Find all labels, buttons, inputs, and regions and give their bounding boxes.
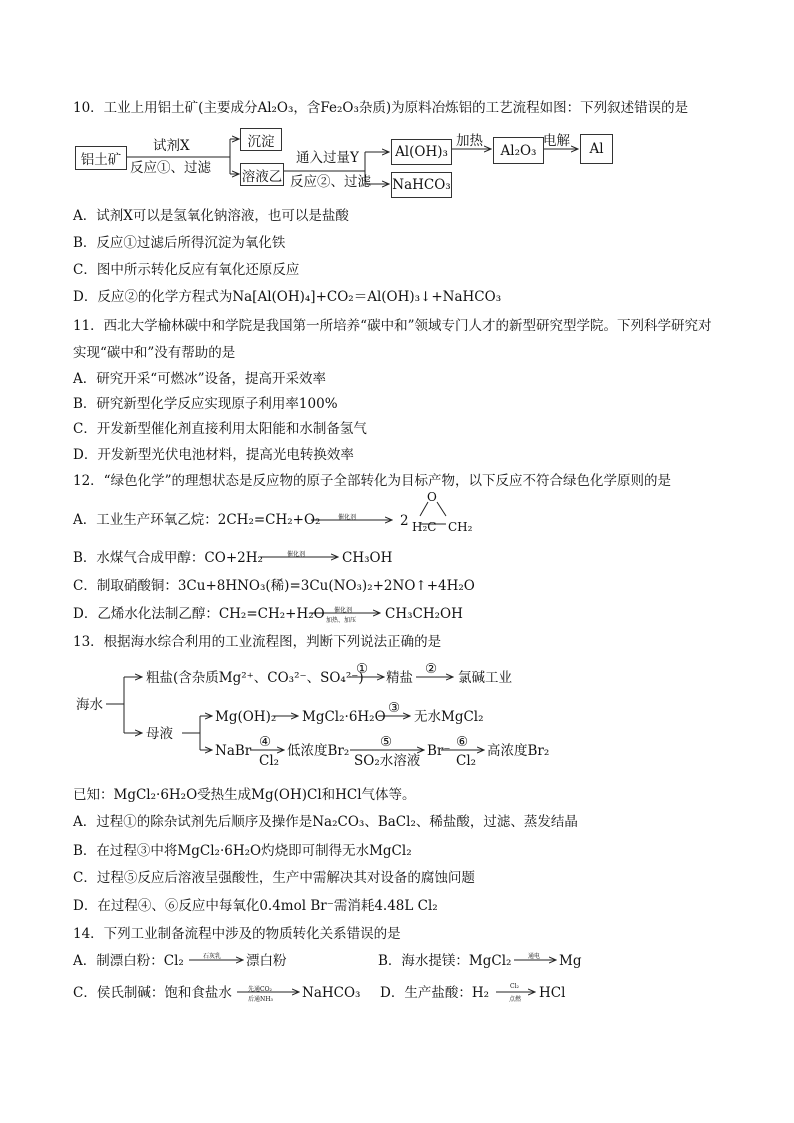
high-br2-label: 高浓度Br₂ <box>487 743 550 759</box>
refined-salt-label: 精盐 <box>386 670 413 686</box>
q13-option-b: B．在过程③中将MgCl₂·6H₂O灼烧即可制得无水MgCl₂ <box>73 843 412 859</box>
anhydrous-mgcl2-label: 无水MgCl₂ <box>414 709 484 725</box>
q10-option-d: D．反应②的化学方程式为Na[Al(OH)₄]+CO₂＝Al(OH)₃↓+NaHCO₃ <box>73 289 502 305</box>
br-ion-label: Br⁻ <box>427 743 451 759</box>
q14-b-left: B．海水提镁：MgCl₂ <box>378 953 512 969</box>
q14-d-cond-bottom: 点燃 <box>509 996 522 1003</box>
chlor-alkali-label: 氯碱工业 <box>458 670 512 686</box>
solution-b-box: 溶液乙 <box>240 163 284 186</box>
q12-option-c: C．制取硝酸铜：3Cu+8HNO₃(稀)=3Cu(NO₃)₂+2NO↑+4H₂O <box>73 578 475 594</box>
q12-b-product: CH₃OH <box>342 550 393 566</box>
q11-option-b: B．研究新型化学反应实现原子利用率100% <box>73 396 338 412</box>
q14-c-right: NaHCO₃ <box>302 985 361 1001</box>
electrolysis-label: 电解 <box>543 133 570 149</box>
crude-salt-label: 粗盐(含杂质Mg²⁺、CO₃²⁻、SO₄²⁻) <box>146 670 364 686</box>
bauxite-box: 铝土矿 <box>75 146 127 170</box>
seawater-label: 海水 <box>76 697 103 713</box>
step-5-marker: ⑤ <box>380 734 393 750</box>
mother-liquor-label: 母液 <box>146 726 173 742</box>
q14-b-condition: 通电 <box>528 953 541 960</box>
nabr-label: NaBr <box>215 743 252 759</box>
q11-option-c: C．开发新型催化剂直接利用太阳能和水制备氢气 <box>73 421 367 437</box>
q12-d-conditions: 加热、加压 <box>326 617 357 624</box>
q11-stem-line2: 实现“碳中和”没有帮助的是 <box>73 345 236 361</box>
step2-label: 反应②、过滤 <box>290 174 371 190</box>
q12-b-catalyst: 催化剂 <box>287 551 306 558</box>
mgoh2-label: Mg(OH)₂ <box>215 709 277 725</box>
q11-stem-line1: 11．西北大学榆林碳中和学院是我国第一所培养“碳中和”领域专门人才的新型研究型学院。下列科学研究对 <box>73 318 712 334</box>
q12-a-h2c: H₂C <box>412 520 437 534</box>
al2o3-box: Al₂O₃ <box>493 137 544 164</box>
q14-d-left: D．生产盐酸：H₂ <box>380 985 490 1001</box>
step-3-marker: ③ <box>388 700 401 716</box>
q10-option-b: B．反应①过滤后所得沉淀为氧化铁 <box>73 235 286 251</box>
q11-option-a: A．研究开采“可燃冰”设备，提高开采效率 <box>73 371 327 387</box>
pass-y-label: 通入过量Y <box>296 150 359 166</box>
q10-option-c: C．图中所示转化反应有氧化还原反应 <box>73 262 300 278</box>
precipitate-box: 沉淀 <box>240 128 282 151</box>
q14-c-cond-bottom: 后通NH₃ <box>248 996 273 1003</box>
q14-c-left: C．侯氏制碱：饱和食盐水 <box>73 985 232 1001</box>
cl2-b-label: Cl₂ <box>456 753 477 769</box>
q11-option-d: D．开发新型光伏电池材料，提高光电转换效率 <box>73 447 354 463</box>
q12-d-catalyst: 催化剂 <box>334 607 353 614</box>
q14-d-right: HCl <box>539 985 566 1001</box>
q12-a-coefficient: 2 <box>400 513 409 529</box>
step-4-marker: ④ <box>259 734 272 750</box>
cl2-a-label: Cl₂ <box>259 753 280 769</box>
al-box: Al <box>580 134 613 164</box>
q14-d-cond-top: Cl₂ <box>510 983 519 990</box>
q14-stem: 14．下列工业制备流程中涉及的物质转化关系错误的是 <box>73 926 401 942</box>
q14-b-right: Mg <box>559 953 582 969</box>
q10-option-a: A．试剂X可以是氢氧化钠溶液，也可以是盐酸 <box>73 208 349 224</box>
nahco3-box: NaHCO₃ <box>391 172 452 198</box>
q12-option-d-left: D．乙烯水化法制乙醇：CH₂=CH₂+H₂O <box>73 606 325 622</box>
step-2-marker: ② <box>425 661 438 677</box>
heat-label: 加热 <box>456 133 483 149</box>
q13-stem: 13．根据海水综合利用的工业流程图，判断下列说法正确的是 <box>73 634 442 650</box>
q14-a-left: A．制漂白粉：Cl₂ <box>73 953 184 969</box>
q12-d-product: CH₃CH₂OH <box>385 606 463 622</box>
q12-a-ch2: CH₂ <box>448 520 473 534</box>
q14-a-condition: 石灰乳 <box>203 953 222 960</box>
step1-label: 反应①、过滤 <box>130 160 211 176</box>
q12-a-catalyst: 催化剂 <box>338 514 357 521</box>
low-br2-label: 低浓度Br₂ <box>287 743 350 759</box>
q13-option-c: C．过程⑤反应后溶液呈强酸性，生产中需解决其对设备的腐蚀问题 <box>73 870 475 886</box>
reagent-x-label: 试剂X <box>153 138 190 154</box>
q13-option-d: D．在过程④、⑥反应中每氧化0.4mol Br⁻需消耗4.48L Cl₂ <box>73 898 438 914</box>
q13-option-a: A．过程①的除杂试剂先后顺序及操作是Na₂CO₃、BaCl₂、稀盐酸，过滤、蒸发结晶 <box>73 814 578 830</box>
q12-a-oxygen: O <box>427 490 437 504</box>
step-1-marker: ① <box>356 661 369 677</box>
q12-option-b-left: B．水煤气合成甲醇：CO+2H₂ <box>73 550 263 566</box>
so2-water-label: SO₂水溶液 <box>354 753 421 769</box>
step-6-marker: ⑥ <box>456 734 469 750</box>
q12-option-a-left: A．工业生产环氧乙烷：2CH₂=CH₂+O₂ <box>73 512 321 528</box>
q10-stem: 10．工业上用铝土矿(主要成分Al₂O₃，含Fe₂O₃杂质)为原料冶炼铝的工艺流程如图：下列叙述错误的是 <box>73 100 689 116</box>
q14-c-cond-top: 先通CO₂ <box>248 986 272 993</box>
q12-stem: 12．“绿色化学”的理想状态是反应物的原子全部转化为目标产物，以下反应不符合绿色化学原则的是 <box>73 473 671 489</box>
q13-note: 已知：MgCl₂·6H₂O受热生成Mg(OH)Cl和HCl气体等。 <box>73 787 416 803</box>
aloh3-box: Al(OH)₃ <box>391 139 452 165</box>
mgcl2-hydrate-label: MgCl₂·6H₂O <box>302 709 386 725</box>
q14-a-right: 漂白粉 <box>246 953 287 969</box>
